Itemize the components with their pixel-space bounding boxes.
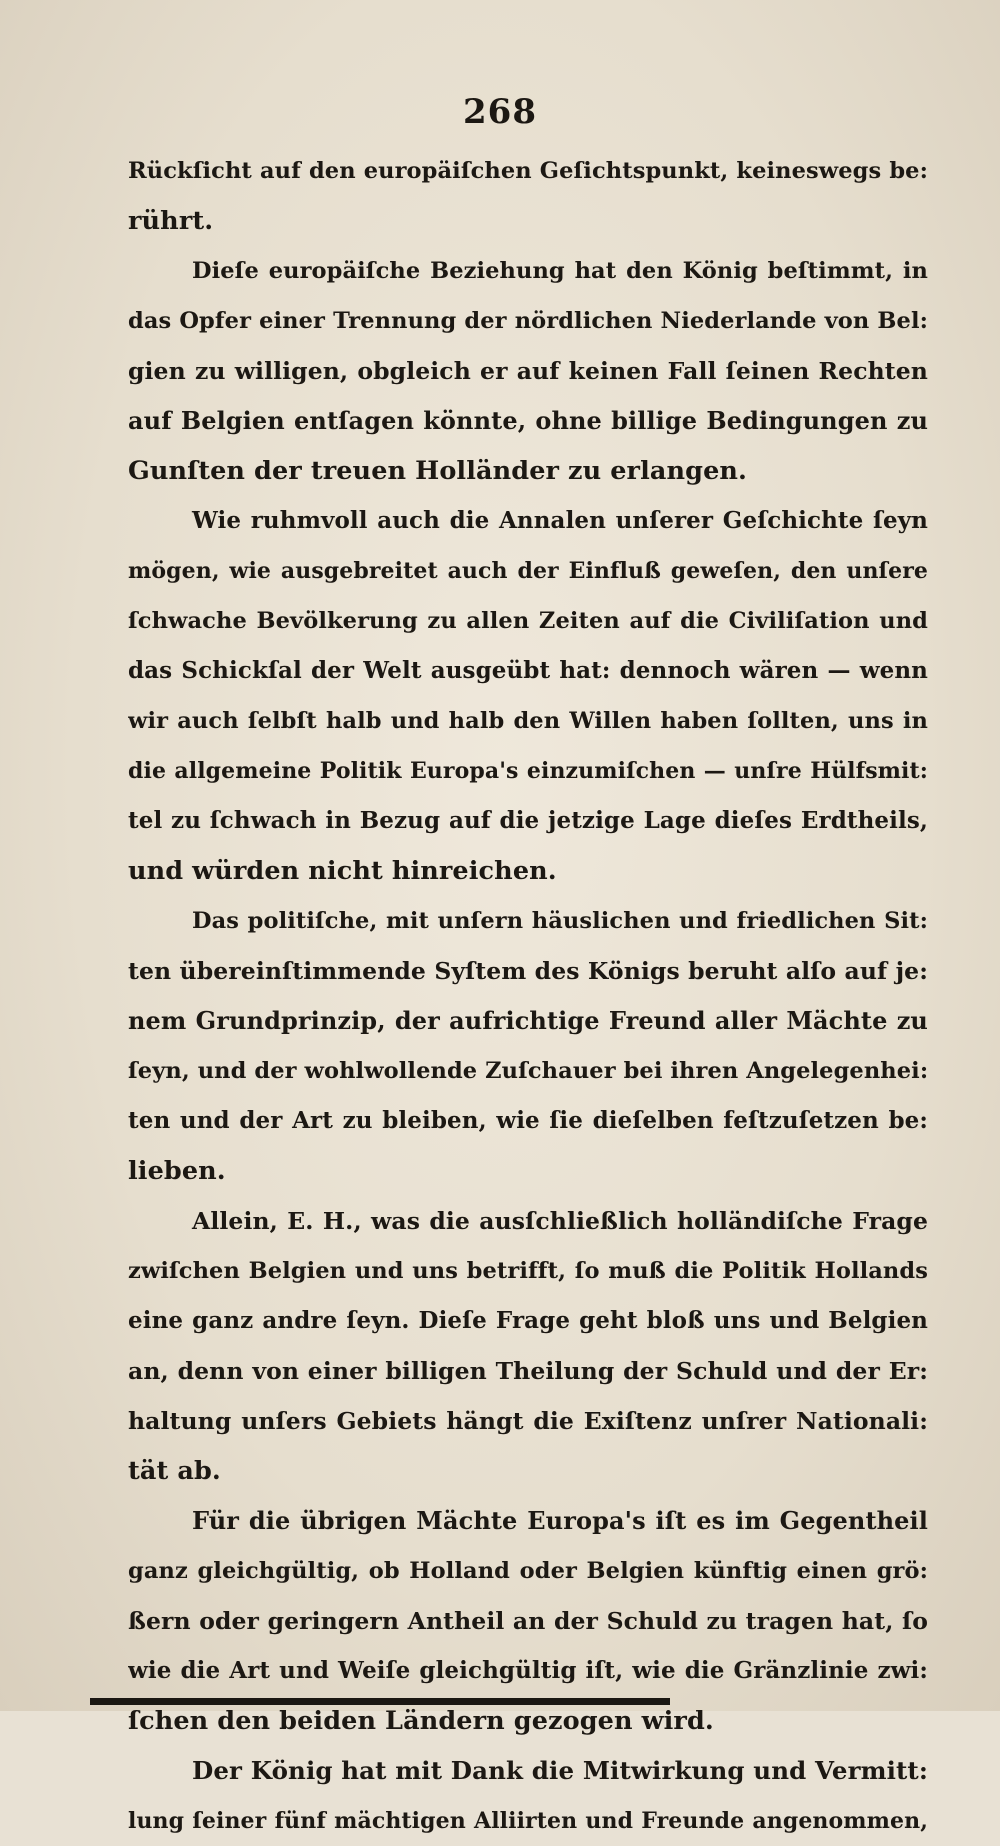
text-line: ten und der Art zu bleiben, wie ſie dieſelben feſtzuſetzen be: (128, 1107, 928, 1134)
text-line: wir auch ſelbſt halb und halb den Willen haben ſollten, uns in (128, 708, 928, 734)
text-line: an, denn von einer billigen Theilung der Schuld und der Er: (128, 1357, 928, 1385)
text-line: Gunſten der treuen Holländer zu erlangen. (128, 456, 748, 486)
text-line: nem Grundprinzip, der aufrichtige Freund aller Mächte zu (128, 1006, 928, 1035)
text-line: Das politiſche, mit unſern häuslichen und friedlichen Sit: (192, 908, 928, 934)
text-line: Rückſicht auf den europäiſchen Geſichtspunkt, keineswegs be: (128, 158, 928, 184)
text-line: das Schickſal der Welt ausgeübt hat: dennoch wären — wenn (128, 657, 928, 684)
text-line: die allgemeine Politik Europa's einzumiſchen — unſre Hülfsmit: (128, 758, 928, 784)
page-number: 268 (463, 92, 537, 132)
text-line: mögen, wie ausgebreitet auch der Einfluß geweſen, den unſere (128, 558, 928, 584)
text-line: tel zu ſchwach in Bezug auf die jetzige Lage dieſes Erdtheils, (128, 807, 928, 834)
text-line: Für die übrigen Mächte Europa's iſt es im Gegentheil (192, 1506, 928, 1535)
text-line: eine ganz andre ſeyn. Dieſe Frage geht bloß uns und Belgien (128, 1307, 928, 1334)
text-line: Der König hat mit Dank die Mitwirkung und Vermitt: (192, 1756, 928, 1785)
body-text (128, 146, 928, 1846)
text-line: auf Belgien entſagen könnte, ohne billige Bedingungen zu (128, 406, 928, 435)
text-line: ten übereinſtimmende Syſtem des Königs beruht alſo auf je: (128, 957, 928, 985)
bottom-rule (90, 1698, 670, 1705)
text-line: gien zu willigen, obgleich er auf keinen Fall ſeinen Rechten (128, 357, 928, 385)
text-line: lung ſeiner fünf mächtigen Alliirten und Freunde angenommen, (128, 1808, 928, 1834)
text-line: das Opfer einer Trennung der nördlichen Niederlande von Bel: (128, 308, 928, 334)
text-line: ganz gleichgültig, ob Holland oder Belgien künftig einen grö: (128, 1558, 928, 1584)
text-line: Allein, E. H., was die ausſchließlich holländiſche Frage (192, 1207, 928, 1235)
text-line: tät ab. (128, 1456, 221, 1486)
text-line: ßern oder geringern Antheil an der Schuld zu tragen hat, ſo (128, 1607, 928, 1635)
text-line: zwiſchen Belgien und uns betrifft, ſo muß die Politik Hollands (128, 1258, 928, 1284)
text-line: ſchen den beiden Ländern gezogen wird. (128, 1706, 714, 1736)
text-line: Dieſe europäiſche Beziehung hat den König beſtimmt, in (192, 258, 928, 284)
text-line: und würden nicht hinreichen. (128, 856, 557, 886)
text-line: ſchwache Bevölkerung zu allen Zeiten auf die Civiliſation und (128, 608, 928, 634)
text-line: wie die Art und Weiſe gleichgültig iſt, wie die Gränzlinie zwi: (128, 1657, 928, 1684)
text-line: Wie ruhmvoll auch die Annalen unſerer Geſchichte ſeyn (192, 507, 928, 534)
text-line: ſeyn, und der wohlwollende Zuſchauer bei ihren Angelegenhei: (128, 1058, 928, 1084)
text-line: haltung unſers Gebiets hängt die Exiſtenz unſrer Nationali: (128, 1407, 928, 1435)
text-line: lieben. (128, 1156, 226, 1186)
text-line: rührt. (128, 206, 214, 236)
